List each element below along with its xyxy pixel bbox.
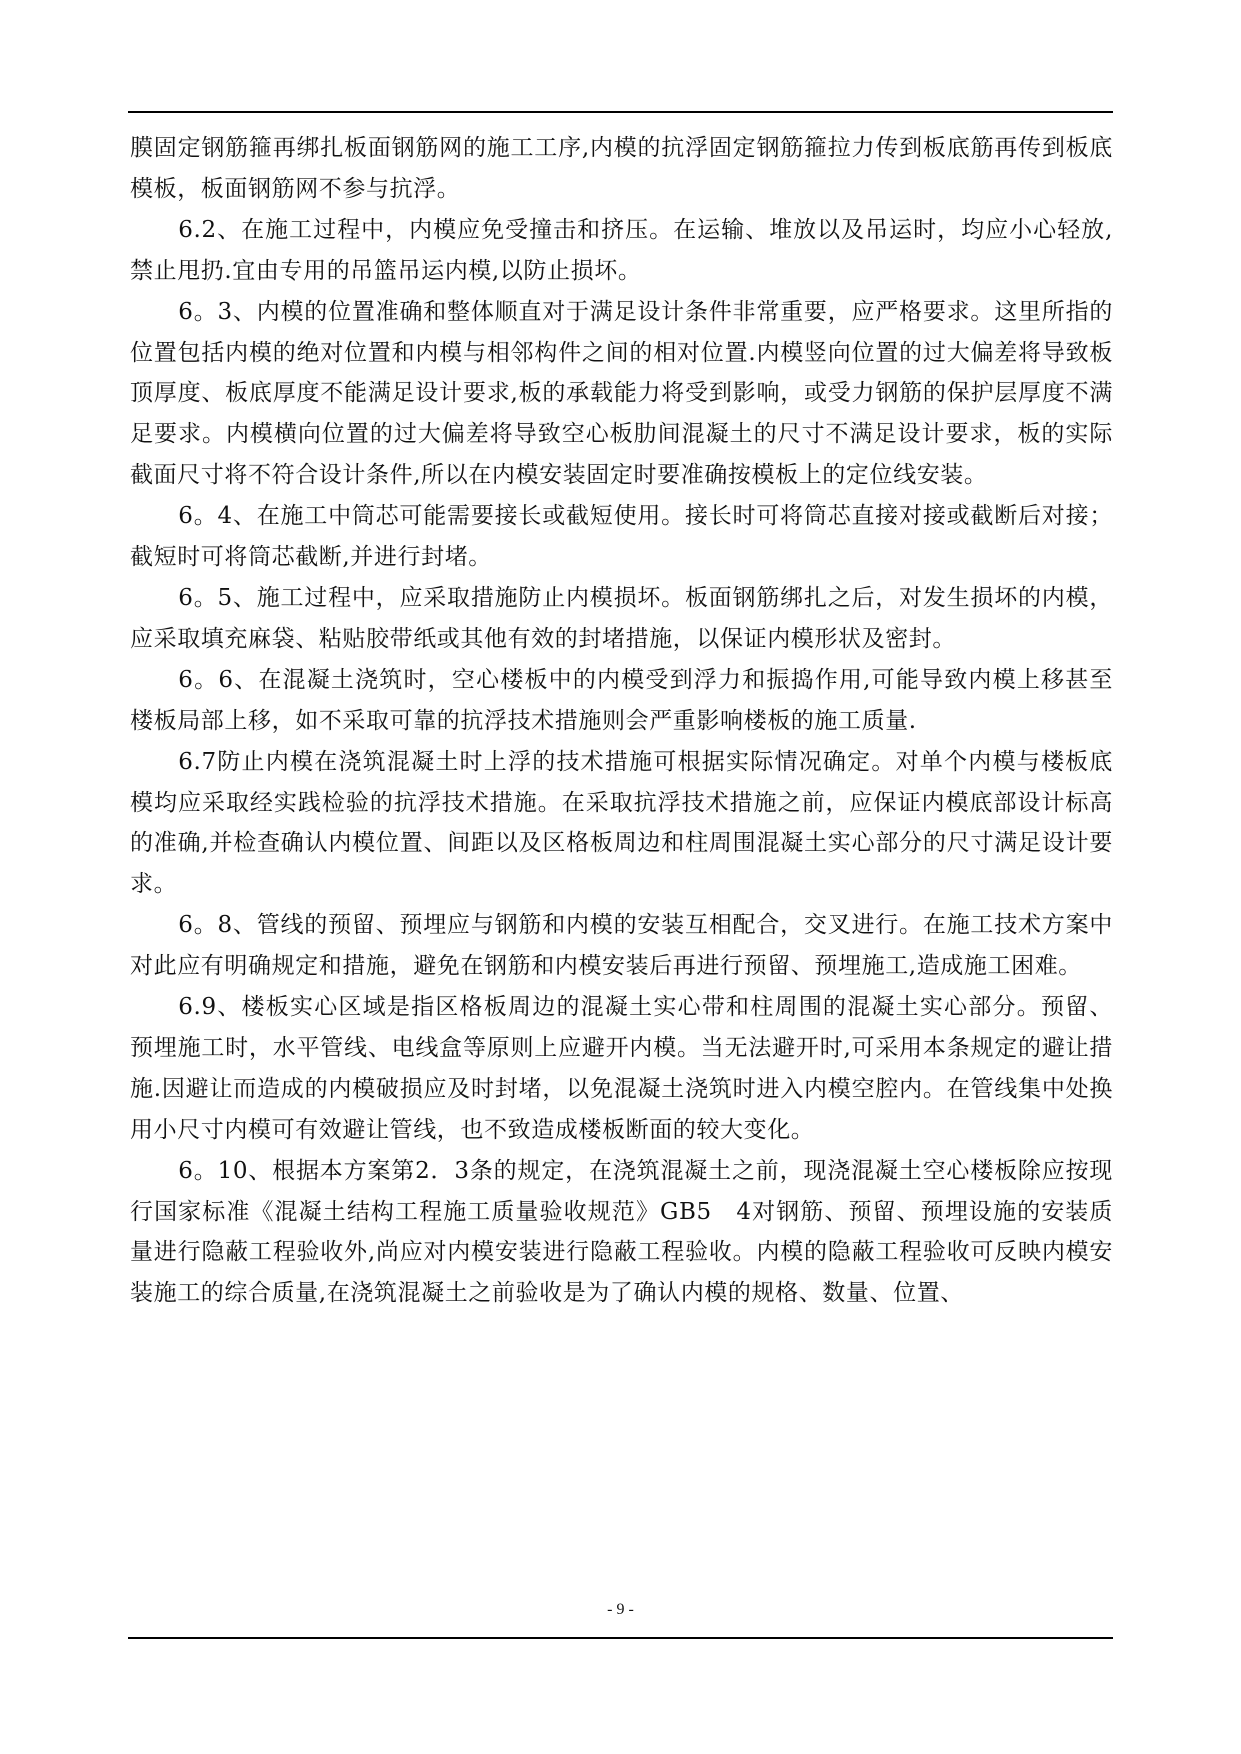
paragraph: 6。8、管线的预留、预埋应与钢筋和内模的安装互相配合，交叉进行。在施工技术方案中对此应有明确规定和措施，避免在钢筋和内模安装后再进行预留、预埋施工,造成施工困难。 — [130, 912, 1113, 980]
paragraph: 6.9、楼板实心区域是指区格板周边的混凝土实心带和柱周围的混凝土实心部分。预留、预埋施工时，水平管线、电线盒等原则上应避开内模。当无法避开时,可采用本条规定的避让措施.因避让而造成的内模破损应及时封堵，以免混凝土浇筑时进入内模空腔内。在管线集中处换用小尺寸内模可有效避让管线，也不致造成楼板断面的较大变化。 — [130, 994, 1113, 1143]
paragraph: 6.2、在施工过程中，内模应免受撞击和挤压。在运输、堆放以及吊运时，均应小心轻放,禁止甩扔.宜由专用的吊篮吊运内模,以防止损坏。 — [130, 216, 1113, 284]
paragraph: 6。5、施工过程中，应采取措施防止内模损坏。板面钢筋绑扎之后，对发生损坏的内模，应采取填充麻袋、粘贴胶带纸或其他有效的封堵措施，以保证内模形状及密封。 — [130, 584, 1113, 652]
paragraph: 膜固定钢筋箍再绑扎板面钢筋网的施工工序,内模的抗浮固定钢筋箍拉力传到板底筋再传到板底模板，板面钢筋网不参与抗浮。 — [130, 135, 1113, 202]
paragraph: 6.7防止内模在浇筑混凝土时上浮的技术措施可根据实际情况确定。对单个内模与楼板底模均应采取经实践检验的抗浮技术措施。在采取抗浮技术措施之前，应保证内模底部设计标高的准确,并检查确认内模位置、间距以及区格板周边和柱周围混凝土实心部分的尺寸满足设计要求。 — [130, 748, 1113, 898]
footer-rule — [128, 1637, 1113, 1639]
header-rule — [128, 111, 1113, 113]
paragraph: 6。4、在施工中筒芯可能需要接长或截短使用。接长时可将筒芯直接对接或截断后对接；截短时可将筒芯截断,并进行封堵。 — [130, 503, 1113, 571]
paragraph: 6。6、在混凝土浇筑时，空心楼板中的内模受到浮力和振捣作用,可能导致内模上移甚至楼板局部上移，如不采取可靠的抗浮技术措施则会严重影响楼板的施工质量. — [130, 666, 1113, 734]
paragraph: 6。10、根据本方案第2．3条的规定，在浇筑混凝土之前，现浇混凝土空心楼板除应按现行国家标准《混凝土结构工程施工质量验收规范》GB5 4对钢筋、预留、预埋设施的安装质量进行隐蔽工程验收外,尚应对内模安装进行隐蔽工程验收。内模的隐蔽工程验收可反映内模安装施工的综合质量,在浇筑混凝土之前验收是为了确认内模的规格、数量、位置、 — [130, 1157, 1113, 1307]
document-body — [130, 128, 1113, 1314]
page-number: - 9 - — [607, 1601, 634, 1618]
paragraph: 6。3、内模的位置准确和整体顺直对于满足设计条件非常重要，应严格要求。这里所指的位置包括内模的绝对位置和内模与相邻构件之间的相对位置.内模竖向位置的过大偏差将导致板顶厚度、板底厚度不能满足设计要求,板的承载能力将受到影响，或受力钢筋的保护层厚度不满足要求。内模横向位置的过大偏差将导致空心板肋间混凝土的尺寸不满足设计要求，板的实际截面尺寸将不符合设计条件,所以在内模安装固定时要准确按模板上的定位线安装。 — [130, 298, 1113, 489]
